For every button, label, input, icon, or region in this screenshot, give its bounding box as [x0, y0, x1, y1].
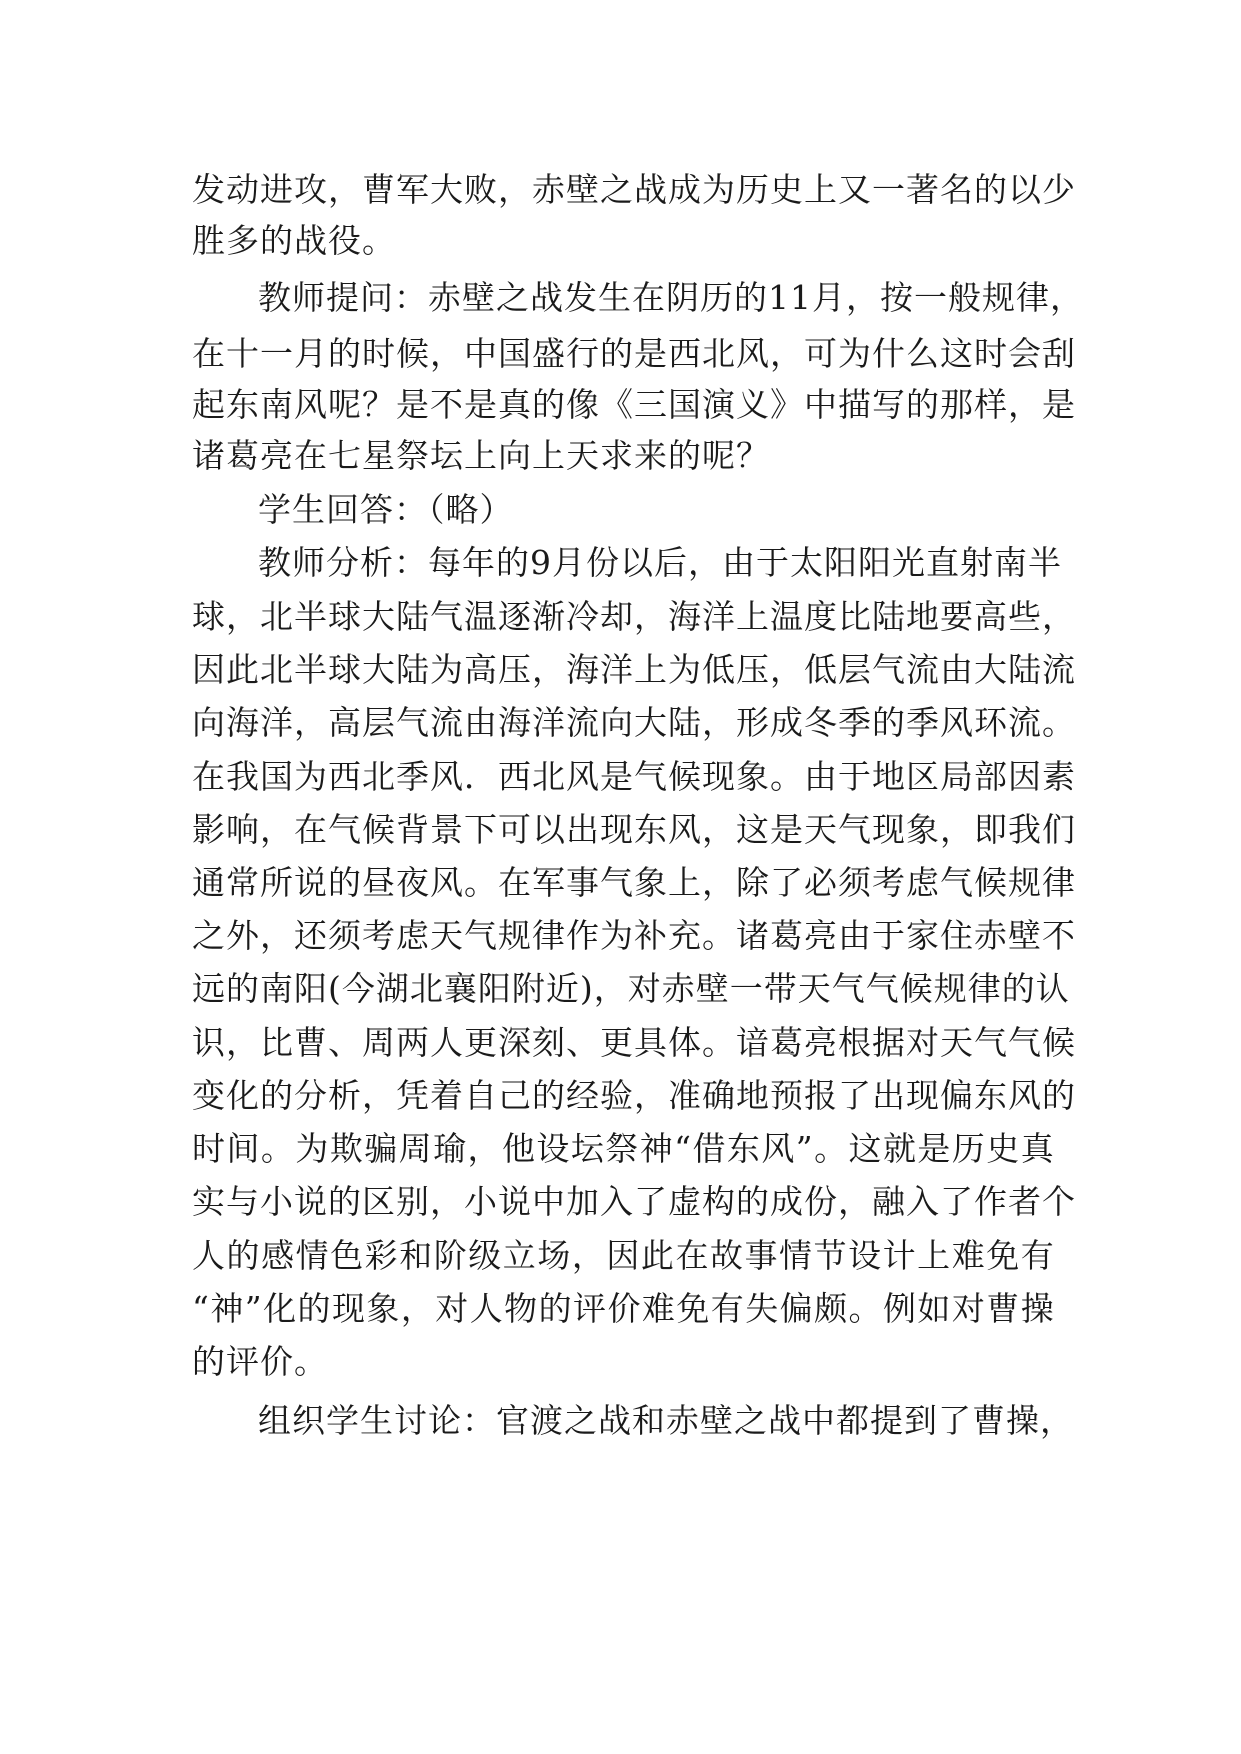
text-line: 起 东 南 风 呢 ？ 是 不 是 真 的 像 《 三 国 演 义 》 中 描 写 的 那 样 ， 是 — [192, 385, 1076, 424]
text-line: 胜多的战役。 — [192, 221, 396, 260]
text-line: 之 外 ， 还 须 考 虑 天 气 规 律 作 为 补 充 。 诸 葛 亮 由 于 家 住 赤 壁 不 — [192, 916, 1076, 955]
text-line: “ 神 ” 化 的 现 象 ， 对 人 物 的 评 价 难 免 有 失 偏 颇 。 例 如 对 曹 操 — [192, 1289, 1055, 1328]
text-line: 时 间 。 为 欺 骗 周 瑜 ， 他 设 坛 祭 神 “ 借 东 风 ” 。 这 就 是 历 史 真 — [192, 1129, 1055, 1168]
text-line: 向 海 洋 ， 高 层 气 流 由 海 洋 流 向 大 陆 ， 形 成 冬 季 的 季 风 环 流 。 — [192, 703, 1076, 742]
text-line: 识 ， 比 曹 、 周 两 人 更 深 刻 、 更 具 体 。 谙 葛 亮 根 据 对 天 气 气 候 — [192, 1023, 1076, 1062]
text-line: 在 十 一 月 的 时 候 ， 中 国 盛 行 的 是 西 北 风 ， 可 为 什 么 这 时 会 刮 — [192, 334, 1076, 373]
paragraph-student-answer: 学生回答：（略） — [258, 490, 514, 529]
text-line: 的评价。 — [192, 1342, 328, 1381]
paragraph-student-discussion: 组 织 学 生 讨 论 ： 官 渡 之 战 和 赤 壁 之 战 中 都 提 到 了 曹 操 ， — [258, 1401, 1074, 1440]
text-line: 远 的 南 阳 ( 今 湖 北 襄 阳 附 近 ) ， 对 赤 壁 一 带 天 气 气 候 规 律 的 认 — [192, 969, 1070, 1008]
text-line: 实 与 小 说 的 区 别 ， 小 说 中 加 入 了 虚 构 的 成 份 ， 融 入 了 作 者 个 — [192, 1182, 1076, 1221]
text-line: 在 我 国 为 西 北 季 风 ． 西 北 风 是 气 候 现 象 。 由 于 地 区 局 部 因 素 — [192, 757, 1076, 796]
text-line: 诸葛亮在七星祭坛上向上天求来的呢？ — [192, 436, 770, 475]
text-line: 球 ， 北 半 球 大 陆 气 温 逐 渐 冷 却 ， 海 洋 上 温 度 比 陆 地 要 高 些 ， — [192, 597, 1076, 636]
text-line: 变 化 的 分 析 ， 凭 着 自 己 的 经 验 ， 准 确 地 预 报 了 出 现 偏 东 风 的 — [192, 1076, 1076, 1115]
text-line: 人 的 感 情 色 彩 和 阶 级 立 场 ， 因 此 在 故 事 情 节 设 计 上 难 免 有 — [192, 1236, 1055, 1275]
paragraph-teacher-analysis: 教 师 分 析 ： 每 年 的 9 月 份 以 后 ， 由 于 太 阳 阳 光 直 射 南 半 — [258, 543, 1062, 582]
text-line: 影 响 ， 在 气 候 背 景 下 可 以 出 现 东 风 ， 这 是 天 气 现 象 ， 即 我 们 — [192, 810, 1076, 849]
paragraph-teacher-question: 教 师 提 问 ： 赤 壁 之 战 发 生 在 阴 历 的 11 月 ， 按 一 般 规 律 ， — [258, 278, 1084, 317]
text-line: 通 常 所 说 的 昼 夜 风 。 在 军 事 气 象 上 ， 除 了 必 须 考 虑 气 候 规 律 — [192, 863, 1076, 902]
text-line: 因 此 北 半 球 大 陆 为 高 压 ， 海 洋 上 为 低 压 ， 低 层 气 流 由 大 陆 流 — [192, 650, 1076, 689]
text-line: 发 动 进 攻 ， 曹 军 大 败 ， 赤 壁 之 战 成 为 历 史 上 又 一 著 名 的 以 少 — [192, 170, 1076, 209]
